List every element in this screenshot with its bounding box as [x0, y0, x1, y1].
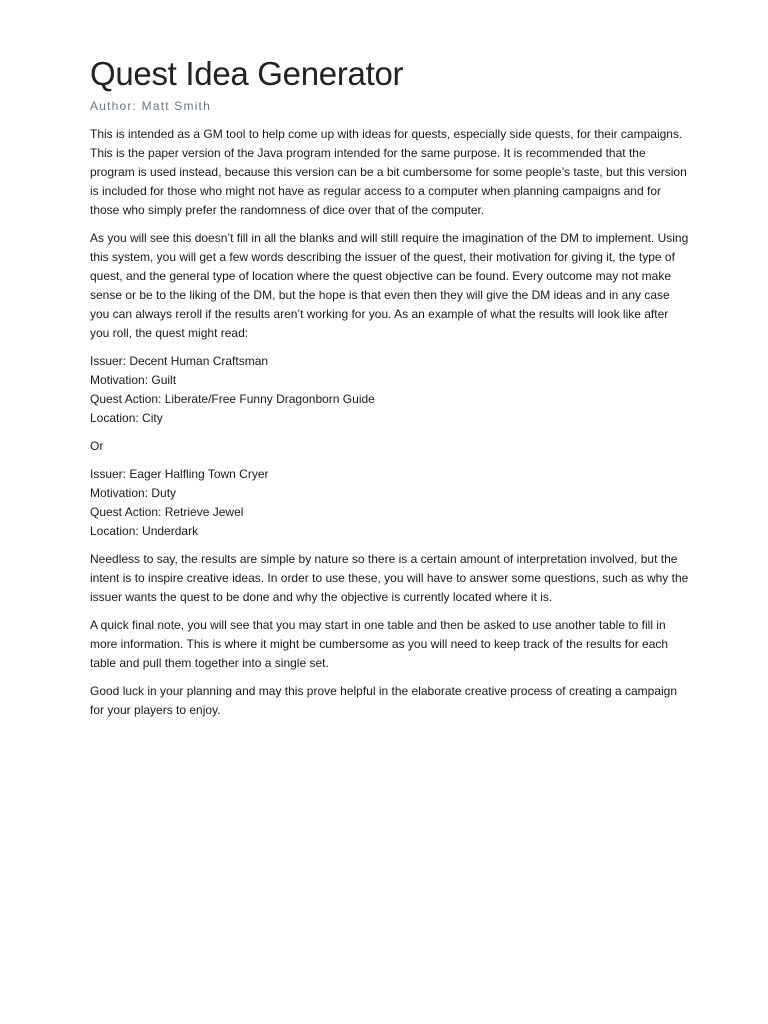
- example-2-motivation: Motivation: Duty: [90, 486, 177, 500]
- example-2-quest-action: Quest Action: Retrieve Jewel: [90, 505, 244, 519]
- example-block-2: [90, 465, 690, 541]
- or-separator: Or: [90, 439, 104, 453]
- closing-paragraph-1: Needless to say, the results are simple by nature so there is a certain amount of interpretation involved, but the intent is to inspire creative ideas. In order to use these, you will have to answer some questions, such as why the issuer wants the quest to be done and why the objective is currently located where it is.: [90, 552, 689, 604]
- example-2-issuer: Issuer: Eager Halfling Town Cryer: [90, 467, 269, 481]
- example-1-motivation: Motivation: Guilt: [90, 373, 177, 387]
- document-title: Quest Idea Generator: [90, 55, 404, 92]
- document-page: [90, 52, 690, 729]
- intro-paragraph-1: This is intended as a GM tool to help come up with ideas for quests, especially side quests, for their campaigns. This is the paper version of the Java program intended for the same purpose. It is recommended that the program is used instead, because this version can be a bit cumbersome for some people’s taste, but this version is included for those who might not have as regular access to a computer when planning campaigns and for those who simply prefer the randomness of dice over that of the computer.: [90, 127, 687, 217]
- example-block-1: [90, 352, 690, 428]
- example-1-issuer: Issuer: Decent Human Craftsman: [90, 354, 269, 368]
- example-1-location: Location: City: [90, 411, 163, 425]
- document-author: Author: Matt Smith: [90, 99, 211, 113]
- example-1-quest-action: Quest Action: Liberate/Free Funny Dragonborn Guide: [90, 392, 375, 406]
- closing-paragraph-2: A quick final note, you will see that you may start in one table and then be asked to use another table to fill in more information. This is where it might be cumbersome as you will need to keep track of the results for each table and pull them together into a single set.: [90, 618, 669, 670]
- intro-paragraph-2: As you will see this doesn’t fill in all the blanks and will still require the imagination of the DM to implement. Using this system, you will get a few words describing the issuer of the quest, their motivation for giving it, the type of quest, and the general type of location where the quest objective can be found. Every outcome may not make sense or be to the liking of the DM, but the hope is that even then they will give the DM ideas and in any case you can always reroll if the results aren’t working for you. As an example of what the results will look like after you roll, the quest might read:: [90, 231, 689, 340]
- closing-paragraph-3: Good luck in your planning and may this prove helpful in the elaborate creative process of creating a campaign for your players to enjoy.: [90, 684, 678, 717]
- example-2-location: Location: Underdark: [90, 524, 199, 538]
